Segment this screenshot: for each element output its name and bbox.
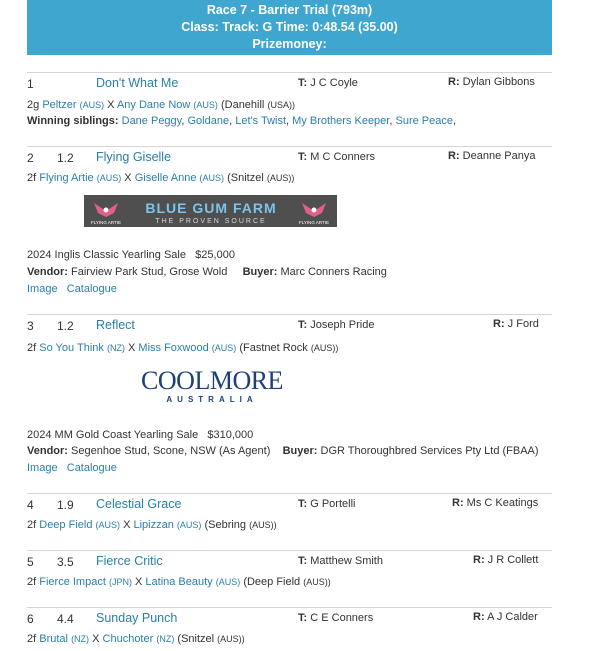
vendor-buyer: Vendor: Fairview Park Stud, Grose Wold Buyer: Marc Conners Racing [27, 266, 387, 278]
coolmore-logo[interactable] [142, 361, 282, 405]
trainer: T: G Portelli [298, 498, 356, 510]
sire-link[interactable]: So You Think (NZ) [39, 342, 125, 354]
dam-link[interactable]: Miss Foxwood (AUS) [138, 342, 237, 354]
runner-name-link[interactable]: Flying Giselle [96, 150, 172, 164]
rider: R: Deanne Panya [448, 150, 536, 162]
image-link[interactable]: Image [27, 283, 58, 295]
sale-info: 2024 Inglis Classic Yearling Sale $25,000 [27, 249, 235, 261]
sire-link[interactable]: Deep Field (AUS) [39, 519, 121, 531]
dam-link[interactable]: Giselle Anne (AUS) [134, 172, 225, 184]
pedigree-line: 2f Fierce Impact (JPN) X Latina Beauty (AUS) (Deep Field (AUS)) [27, 576, 331, 588]
runner-price: 3.5 [57, 555, 74, 569]
runner-name-link[interactable]: Reflect [96, 318, 135, 332]
runner-name-link[interactable]: Fierce Critic [96, 554, 163, 568]
blue-gum-farm-banner[interactable] [84, 195, 337, 227]
vendor-buyer: Vendor: Segenhoe Stud, Scone, NSW (As Agent) Buyer: DGR Thoroughbred Services Pty Ltd (FBAA) [27, 445, 539, 457]
runner-number: 1 [27, 77, 34, 91]
pedigree-line: 2f Flying Artie (AUS) X Giselle Anne (AUS) (Snitzel (AUS)) [27, 172, 295, 184]
runner-price: 1.9 [57, 498, 74, 512]
dam-link[interactable]: Any Dane Now (AUS) [116, 99, 218, 111]
pedigree-line: 2f Brutal (NZ) X Chuchoter (NZ) (Snitzel (AUS)) [27, 633, 245, 645]
runner-name-link[interactable]: Don't What Me [96, 76, 179, 90]
runner-name-link[interactable]: Sunday Punch [96, 611, 178, 625]
image-link[interactable]: Image [27, 462, 58, 474]
runner-number: 4 [27, 498, 34, 512]
trainer: T: J C Coyle [298, 77, 358, 89]
svg-text:AUSTRALIA: AUSTRALIA [166, 395, 258, 404]
rider: R: Ms C Keatings [452, 497, 539, 509]
runner-price: 4.4 [57, 612, 74, 626]
sibling-link[interactable]: Goldane [187, 115, 230, 127]
sale-links [27, 283, 117, 295]
dam-link[interactable]: Lipizzan (AUS) [133, 519, 202, 531]
winning-siblings: Winning siblings: Dane Peggy, Goldane, Let's Twist, My Brothers Keeper, Sure Peace, [27, 115, 457, 127]
sale-links [27, 462, 117, 474]
svg-text:COOLMORE: COOLMORE [142, 366, 282, 395]
runner-number: 3 [27, 319, 34, 333]
sibling-link[interactable]: My Brothers Keeper [292, 115, 390, 127]
race-prizemoney: Prizemoney: [252, 37, 327, 51]
runner-number: 2 [27, 151, 34, 165]
svg-text:FLYING ARTIE: FLYING ARTIE [90, 220, 122, 225]
pedigree-line: 2f Deep Field (AUS) X Lipizzan (AUS) (Sebring (AUS)) [27, 519, 277, 531]
runner-row [27, 314, 552, 493]
rider: R: J R Collett [473, 554, 539, 566]
race-title: Race 7 - Barrier Trial (793m) [206, 3, 373, 17]
rider: R: A J Calder [473, 611, 538, 623]
catalogue-link[interactable]: Catalogue [66, 462, 117, 474]
sire-link[interactable]: Peltzer (AUS) [42, 99, 105, 111]
pedigree-line: 2g Peltzer (AUS) X Any Dane Now (AUS) (Danehill (USA)) [27, 99, 295, 111]
runner-price: 1.2 [57, 319, 74, 333]
runner-row [27, 146, 552, 312]
dam-link[interactable]: Chuchoter (NZ) [102, 633, 175, 645]
dam-link[interactable]: Latina Beauty (AUS) [145, 576, 241, 588]
runner-number: 6 [27, 612, 34, 626]
runner-row [27, 72, 552, 143]
sibling-link[interactable]: Let's Twist [235, 115, 287, 127]
pedigree-line: 2f So You Think (NZ) X Miss Foxwood (AUS) (Fastnet Rock (AUS)) [27, 342, 339, 354]
runner-number: 5 [27, 555, 34, 569]
runner-row [27, 607, 552, 651]
sale-info: 2024 MM Gold Coast Yearling Sale $310,000 [27, 429, 254, 441]
trainer: T: Joseph Pride [298, 319, 375, 331]
banner-graphic [84, 195, 337, 227]
runner-row [27, 493, 552, 549]
sire-link[interactable]: Fierce Impact (JPN) [39, 576, 132, 588]
svg-text:THE PROVEN SOURCE: THE PROVEN SOURCE [155, 218, 267, 225]
sire-link[interactable]: Flying Artie (AUS) [39, 172, 122, 184]
sibling-link[interactable]: Sure Peace [395, 115, 453, 127]
sire-link[interactable]: Brutal (NZ) [39, 633, 90, 645]
coolmore-logo-graphic [142, 361, 282, 405]
svg-text:BLUE GUM FARM: BLUE GUM FARM [145, 200, 277, 216]
rider: R: J Ford [493, 318, 539, 330]
sibling-link[interactable]: Dane Peggy [121, 115, 182, 127]
trainer: T: M C Conners [298, 151, 376, 163]
race-class-track-time: Class: Track: G Time: 0:48.54 (35.00) [181, 20, 398, 34]
race-header [27, 0, 552, 55]
rider: R: Dylan Gibbons [448, 76, 535, 88]
catalogue-link[interactable]: Catalogue [66, 283, 117, 295]
runner-price: 1.2 [57, 151, 74, 165]
trainer: T: Matthew Smith [298, 555, 383, 567]
trainer: T: C E Conners [298, 612, 374, 624]
svg-text:FLYING ARTIE: FLYING ARTIE [298, 220, 330, 225]
runner-row [27, 550, 552, 606]
runner-name-link[interactable]: Celestial Grace [96, 497, 182, 511]
